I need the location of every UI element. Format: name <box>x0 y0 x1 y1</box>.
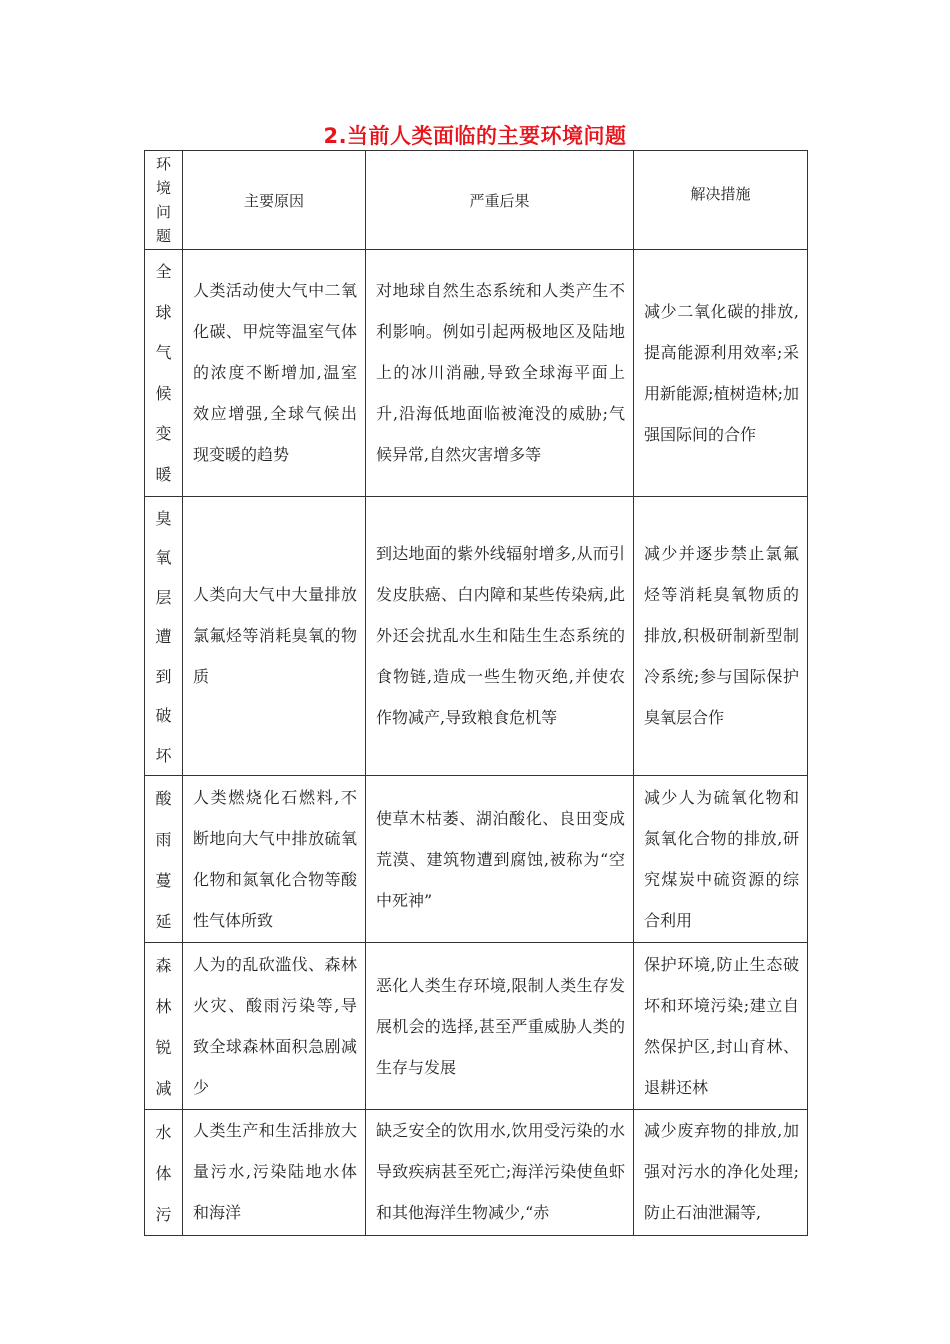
environment-issues-table <box>144 150 808 1236</box>
solution-cell: 保护环境,防止生态破坏和环境污染;建立自然保护区,封山育林、退耕还林 <box>634 943 808 1110</box>
issue-cell: 水体污 <box>145 1110 183 1236</box>
issue-cell: 臭氧层遭到破坏 <box>145 496 183 776</box>
header-consequence: 严重后果 <box>366 151 634 250</box>
consequence-cell: 恶化人类生存环境,限制人类生存发展机会的选择,甚至严重威胁人类的生存与发展 <box>366 943 634 1110</box>
solution-cell: 减少并逐步禁止氯氟烃等消耗臭氧物质的排放,积极研制新型制冷系统;参与国际保护臭氧层合作 <box>634 496 808 776</box>
page-title: 2.当前人类面临的主要环境问题 <box>323 124 627 148</box>
consequence-cell: 使草木枯萎、湖泊酸化、良田变成荒漠、建筑物遭到腐蚀,被称为“空中死神” <box>366 776 634 943</box>
consequence-cell: 缺乏安全的饮用水,饮用受污染的水导致疾病甚至死亡;海洋污染使鱼虾和其他海洋生物减少,“赤 <box>366 1110 634 1236</box>
header-issue: 环境问题 <box>145 151 183 250</box>
table-row <box>145 496 808 776</box>
table-row <box>145 943 808 1110</box>
issue-cell: 酸雨蔓延 <box>145 776 183 943</box>
cause-cell: 人为的乱砍滥伐、森林火灾、酸雨污染等,导致全球森林面积急剧减少 <box>183 943 366 1110</box>
cause-cell: 人类活动使大气中二氧化碳、甲烷等温室气体的浓度不断增加,温室效应增强,全球气候出现变暖的趋势 <box>183 250 366 497</box>
solution-cell: 减少人为硫氧化物和氮氧化合物的排放,研究煤炭中硫资源的综合利用 <box>634 776 808 943</box>
header-solution: 解决措施 <box>634 151 808 250</box>
table-row <box>145 250 808 497</box>
solution-cell: 减少废弃物的排放,加强对污水的净化处理;防止石油泄漏等, <box>634 1110 808 1236</box>
consequence-cell: 到达地面的紫外线辐射增多,从而引发皮肤癌、白内障和某些传染病,此外还会扰乱水生和陆生生态系统的食物链,造成一些生物灭绝,并使农作物减产,导致粮食危机等 <box>366 496 634 776</box>
table-row <box>145 1110 808 1236</box>
solution-cell: 减少二氧化碳的排放,提高能源利用效率;采用新能源;植树造林;加强国际间的合作 <box>634 250 808 497</box>
cause-cell: 人类向大气中大量排放氯氟烃等消耗臭氧的物质 <box>183 496 366 776</box>
table-header-row <box>145 151 808 250</box>
cause-cell: 人类燃烧化石燃料,不断地向大气中排放硫氧化物和氮氧化合物等酸性气体所致 <box>183 776 366 943</box>
cause-cell: 人类生产和生活排放大量污水,污染陆地水体和海洋 <box>183 1110 366 1236</box>
table-row <box>145 776 808 943</box>
consequence-cell: 对地球自然生态系统和人类产生不利影响。例如引起两极地区及陆地上的冰川消融,导致全球海平面上升,沿海低地面临被淹没的威胁;气候异常,自然灾害增多等 <box>366 250 634 497</box>
issue-cell: 森林锐减 <box>145 943 183 1110</box>
issue-cell: 全球气候变暖 <box>145 250 183 497</box>
header-cause: 主要原因 <box>183 151 366 250</box>
